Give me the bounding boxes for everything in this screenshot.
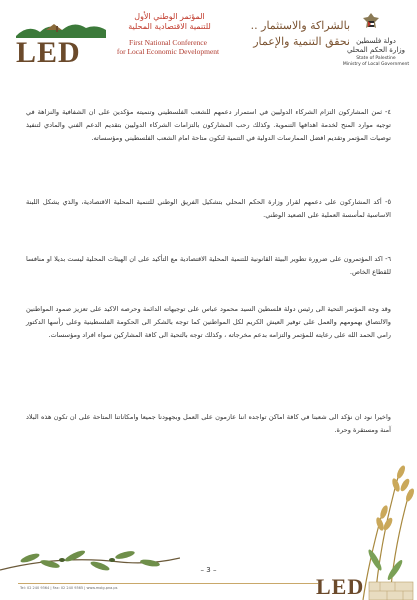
paragraph-text: وقد وجه المؤتمر التحية الى رئيس دولة فلسطين السيد محمود عباس على توجيهاته الدائمة وحرصه الاكيد على تعزيز صمود المواطنين والالتصاق بهمومهم والعمل على توفير العيش الكريم لكل المواطنين كما توجه بالشكر الى الحكومة الفلسطينية وعلى رأسها الدكتور رامي الحمد الله على رعايته للمؤتمر والتزامه بدعم مخرجاته ، وكذلك توجه بالتحية الى كافة المشاركين سواء افراد ومؤسسات. [26, 305, 391, 339]
ministry-ar-line1: دولة فلسطين [356, 37, 396, 45]
recommendation-5 [26, 196, 391, 222]
conference-ar-line1: المؤتمر الوطني الأول [134, 12, 205, 21]
wheat-stalks-icon [355, 450, 417, 600]
slogan-line1: بالشراكة والاستثمار .. [250, 19, 350, 32]
paragraph-text: ٤- ثمن المشاركون التزام الشركاء الدوليين في استمرار دعمهم للشعب الفلسطيني وتنميته مؤكدين على ان الشفافية والنزاهة في توجيه موارد المنح لخدمة اهدافها التنموية. وكذلك رحب المشاركون بالتزامات الشركاء الدوليين بتقديم الدعم الفني والمادي لتنفيذ توصيات المؤتمر وتقديم افضل الممارسات الدولية في التنمية لتكون متاحة امام الشعب الفلسطيني ومؤسساته. [26, 108, 391, 142]
conference-title-en [112, 38, 224, 56]
olive-branch-icon [0, 500, 180, 575]
page-number-value: 3 [206, 566, 211, 574]
recommendation-6 [26, 253, 391, 279]
page-header [0, 0, 417, 82]
paragraph-text: واخيرا نود ان نؤكد الى شعبنا في كافة اماكن تواجده اننا عازمون على العمل وبجهودنا جميعا وامكاناتنا المتاحة على ان تكون هذه البلاد آمنة ومستقرة وحرة. [26, 413, 391, 434]
palestine-eagle-emblem-icon [362, 12, 380, 34]
ministry-name-en [340, 56, 412, 68]
ministry-ar-line2: وزارة الحكم المحلي [346, 46, 406, 54]
conference-title-ar [117, 12, 222, 32]
paragraph-text: ٥- أكد المشاركون على دعمهم لقرار وزارة الحكم المحلي بتشكيل الفريق الوطني للتنمية المحلية الاقتصادية، والذي يشكل اللبنة الاساسية لمأسسة العملية على الصعيد الوطني. [26, 198, 391, 219]
slogan-line2: نحقق التنمية والإعمار [253, 35, 350, 48]
led-logo: LED [16, 36, 81, 69]
footer-divider [18, 583, 318, 584]
ministry-name-ar [340, 37, 412, 55]
slogan [240, 18, 350, 50]
conference-ar-line2: للتنمية الاقتصادية المحلية [128, 22, 211, 31]
conference-en-line1: First National Conference [129, 38, 207, 47]
closing-thanks [26, 303, 391, 342]
ministry-en-line2: Ministry of Local Government [342, 62, 410, 67]
footer-contact: Tel: 02 240 9364 | Fax: 02 240 9365 | www.molg.pna.ps [20, 586, 118, 590]
closing-statement [26, 411, 391, 437]
conference-en-line2: for Local Economic Development [116, 47, 220, 56]
recommendation-4 [26, 106, 391, 145]
ministry-en-line1: State of Palestine [356, 56, 396, 61]
paragraph-text: ٦- اكد المؤتمرون على ضرورة تطوير البيئة القانونية للتنمية المحلية الاقتصادية مع التأكيد على ان الهيئات المحلية ليست بديلا او منافسا للقطاع الخاص. [26, 255, 391, 276]
footer-led-logo: LED [316, 574, 365, 599]
page-number: – 3 – [200, 566, 217, 574]
